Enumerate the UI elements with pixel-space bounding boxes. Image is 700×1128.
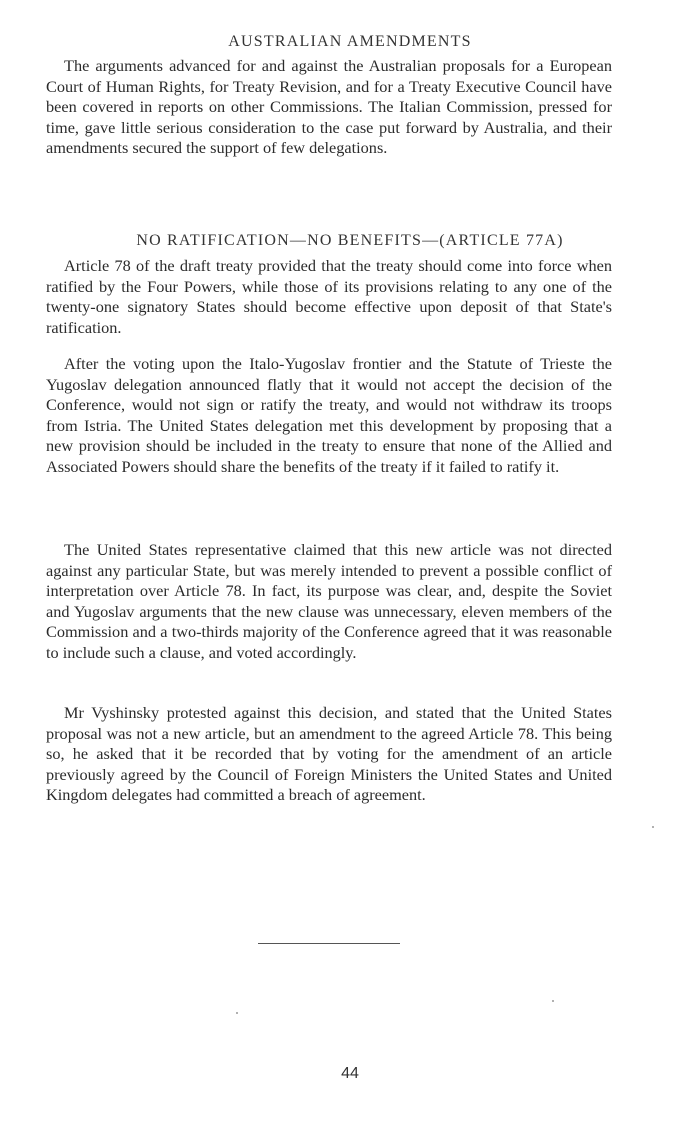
section-heading-no-ratification: NO RATIFICATION—NO BENEFITS—(ARTICLE 77A) [136, 232, 564, 249]
section-divider-rule [258, 943, 400, 944]
paragraph-australian-amendments: The arguments advanced for and against the Australian proposals for a European Court of Human Rights, for Treaty Revision, and for a Treaty Executive Council have been covered in reports on other Commissions. The Italian Commission, pressed for time, gave little serious consideration to the case put forward by Australia, and their amendments secured the support of few delegations. [46, 56, 612, 158]
paragraph-yugoslav-delegation: After the voting upon the Italo-Yugoslav frontier and the Statute of Trieste the Yugoslav delegation announced flatly that it would not accept the decision of the Conference, would not sign or ratify the treaty, and would not withdraw its troops from Istria. The United States delegation met this development by proposing that a new provision should be included in the treaty to ensure that none of the Allied and Associated Powers should share the benefits of the treaty if it failed to ratify it. [46, 354, 612, 476]
paragraph-mr-vyshinsky: Mr Vyshinsky protested against this decision, and stated that the United States proposal was not a new article, but an amendment to the agreed Article 78. This being so, he asked that it be recorded that by voting for the amendment of an article previously agreed by the Council of Foreign Ministers the United States and United Kingdom delegates had committed a breach of agreement. [46, 703, 612, 805]
scan-speck [652, 826, 654, 828]
page-number: 44 [341, 1065, 359, 1082]
scan-speck [236, 1012, 238, 1014]
scan-speck [552, 1000, 554, 1002]
section-heading-australian-amendments: AUSTRALIAN AMENDMENTS [228, 33, 472, 50]
paragraph-article-78: Article 78 of the draft treaty provided that the treaty should come into force when ratified by the Four Powers, while those of its provisions relating to any one of the twenty-one signatory States should become effective upon deposit of that State's ratification. [46, 256, 612, 337]
paragraph-united-states-representative: The United States representative claimed that this new article was not directed against any particular State, but was merely intended to prevent a possible conflict of interpretation over Article 78. In fact, its purpose was clear, and, despite the Soviet and Yugoslav arguments that the new clause was unnecessary, eleven members of the Commission and a two-thirds majority of the Conference agreed that it was reasonable to include such a clause, and voted accordingly. [46, 540, 612, 662]
